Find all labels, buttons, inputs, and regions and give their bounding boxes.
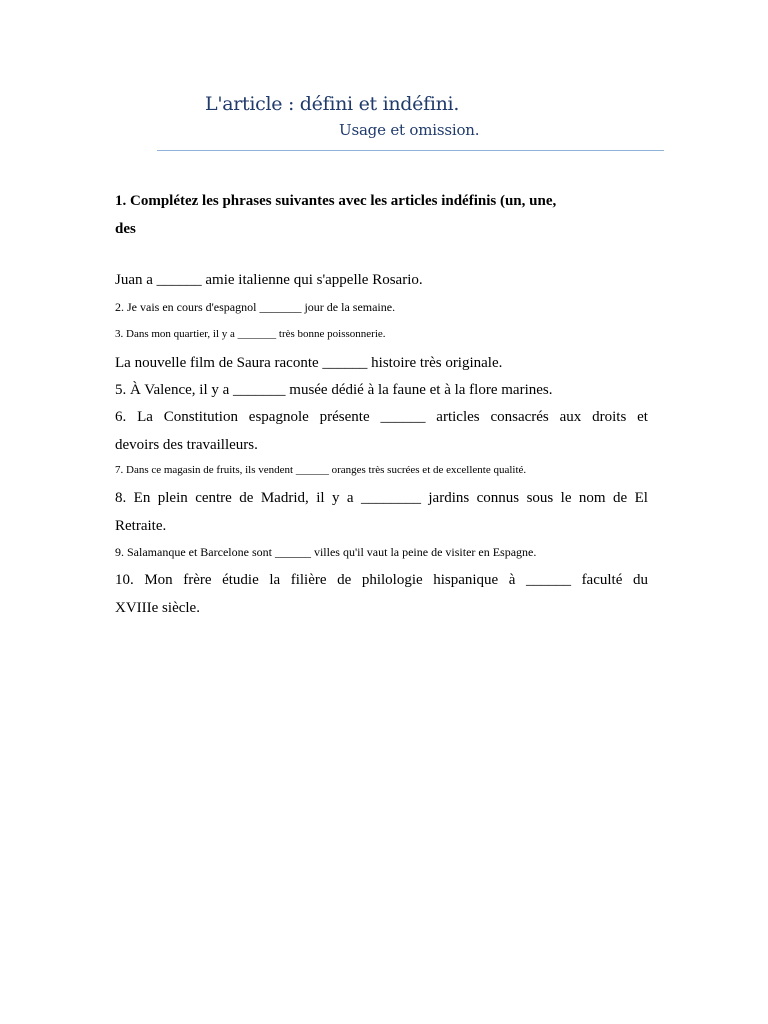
word: articles — [436, 409, 480, 425]
exercise-sentence-continued: devoirs des travailleurs. — [115, 437, 258, 453]
word: de — [613, 490, 628, 506]
word: frère — [183, 572, 212, 588]
word: Madrid, — [260, 490, 309, 506]
word: le — [560, 490, 572, 506]
word: aux — [559, 409, 582, 425]
exercise-sentence: La nouvelle film de Saura raconte ______ histoire très originale. — [115, 355, 503, 371]
word: la — [269, 572, 281, 588]
word: y — [331, 490, 340, 506]
word: et — [637, 409, 648, 425]
word: nom — [578, 490, 606, 506]
instruction-line: des — [115, 221, 136, 237]
title-divider — [157, 150, 664, 151]
word: a — [346, 490, 354, 506]
word: connus — [476, 490, 520, 506]
word: droits — [592, 409, 627, 425]
word: ______ — [380, 409, 426, 425]
exercise-sentence — [115, 490, 648, 507]
word: centre — [195, 490, 232, 506]
page-title: L'article : défini et indéfini. — [205, 93, 460, 115]
exercise-sentence: 7. Dans ce magasin de fruits, ils vendent ______ oranges très sucrées et de excellente qualité. — [115, 464, 527, 476]
word: jardins — [428, 490, 470, 506]
word: de — [337, 572, 352, 588]
word: sous — [526, 490, 554, 506]
word: de — [239, 490, 254, 506]
word: à — [508, 572, 516, 588]
word: El — [634, 490, 648, 506]
word: filière — [290, 572, 327, 588]
page-subtitle: Usage et omission. — [339, 121, 480, 139]
exercise-sentence: 3. Dans mon quartier, il y a _______ très bonne poissonnerie. — [115, 328, 386, 340]
word: étudie — [222, 572, 259, 588]
exercise-sentence-continued: Retraite. — [115, 518, 167, 534]
exercise-sentence — [115, 572, 648, 589]
word: espagnole — [248, 409, 309, 425]
word: hispanique — [433, 572, 499, 588]
word: présente — [319, 409, 370, 425]
exercise-sentence: 5. À Valence, il y a _______ musée dédié à la faune et à la flore marines. — [115, 382, 553, 398]
word: 8. — [115, 490, 127, 506]
exercise-sentence: 9. Salamanque et Barcelone sont ______ villes qu'il vaut la peine de visiter en Espagne. — [115, 545, 537, 559]
exercise-sentence: Juan a ______ amie italienne qui s'appelle Rosario. — [115, 272, 423, 288]
word: La — [137, 409, 153, 425]
word: faculté — [581, 572, 623, 588]
exercise-sentence: 2. Je vais en cours d'espagnol _______ jour de la semaine. — [115, 300, 396, 314]
word: 6. — [115, 409, 127, 425]
word: Constitution — [163, 409, 238, 425]
word: il — [316, 490, 325, 506]
word: ________ — [360, 490, 421, 506]
word: En — [133, 490, 151, 506]
exercise-sentence — [115, 409, 648, 426]
word: consacrés — [490, 409, 549, 425]
word: ______ — [526, 572, 571, 588]
word: Mon — [144, 572, 173, 588]
word: du — [632, 572, 648, 588]
instruction-line: 1. Complétez les phrases suivantes avec les articles indéfinis (un, une, — [115, 193, 557, 209]
word: plein — [157, 490, 188, 506]
word: 10. — [115, 572, 134, 588]
word: philologie — [361, 572, 423, 588]
exercise-sentence-continued: XVIIIe siècle. — [115, 600, 200, 616]
